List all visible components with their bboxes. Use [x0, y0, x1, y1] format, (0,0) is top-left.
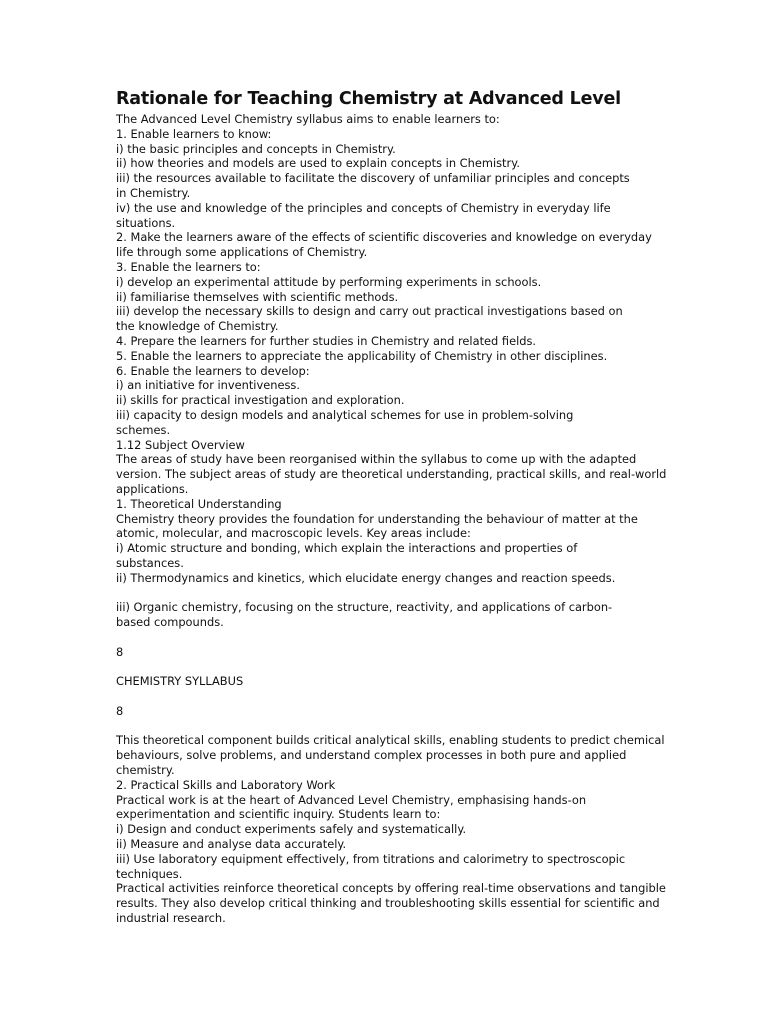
text-line: industrial research. — [116, 911, 226, 926]
text-line: applications. — [116, 481, 189, 496]
document-page — [116, 88, 667, 926]
text-line: situations. — [116, 215, 176, 230]
text-line: life through some applications of Chemistry. — [116, 245, 368, 260]
text-line: 3. Enable the learners to: — [116, 259, 261, 274]
text-line: i) an initiative for inventiveness. — [116, 378, 300, 393]
blank-line — [116, 586, 636, 601]
text-line: iii) develop the necessary skills to design and carry out practical investigations based on — [116, 304, 623, 319]
text-line: based compounds. — [116, 615, 224, 630]
text-line: substances. — [116, 555, 184, 570]
text-line: ii) how theories and models are used to explain concepts in Chemistry. — [116, 156, 520, 171]
text-line: Chemistry theory provides the foundation for understanding the behaviour of matter at the — [116, 511, 638, 526]
text-line: 6. Enable the learners to develop: — [116, 363, 310, 378]
text-line: results. They also develop critical thinking and troubleshooting skills essential for scientific and — [116, 896, 660, 911]
text-line: iii) Organic chemistry, focusing on the structure, reactivity, and applications of carbon- — [116, 600, 613, 615]
blank-line — [116, 630, 636, 645]
text-line: The areas of study have been reorganised within the syllabus to come up with the adapted — [116, 452, 637, 467]
blank-line — [116, 689, 636, 704]
text-line: The Advanced Level Chemistry syllabus aims to enable learners to: — [116, 112, 500, 126]
text-line: the knowledge of Chemistry. — [116, 319, 279, 334]
text-line: i) develop an experimental attitude by performing experiments in schools. — [116, 274, 542, 289]
text-line: ii) Measure and analyse data accurately. — [116, 837, 347, 852]
text-line: chemistry. — [116, 763, 175, 778]
text-line: iii) capacity to design models and analytical schemes for use in problem-solving — [116, 407, 574, 422]
text-line: ii) Thermodynamics and kinetics, which elucidate energy changes and reaction speeds. — [116, 570, 616, 585]
text-line: i) Atomic structure and bonding, which explain the interactions and properties of — [116, 541, 578, 556]
text-line: iii) the resources available to facilitate the discovery of unfamiliar principles and concepts — [116, 171, 630, 186]
text-line: ii) skills for practical investigation and exploration. — [116, 393, 405, 408]
text-line: version. The subject areas of study are theoretical understanding, practical skills, and real-world — [116, 467, 667, 482]
text-line: techniques. — [116, 866, 183, 881]
blank-line — [116, 719, 636, 734]
text-line: 1. Enable learners to know: — [116, 126, 272, 141]
document-body — [116, 112, 667, 926]
text-line: 2. Practical Skills and Laboratory Work — [116, 777, 336, 792]
text-line: i) Design and conduct experiments safely and systematically. — [116, 822, 467, 837]
text-line: ii) familiarise themselves with scientific methods. — [116, 289, 399, 304]
text-line: behaviours, solve problems, and understand complex processes in both pure and applied — [116, 748, 627, 763]
text-line: CHEMISTRY SYLLABUS — [116, 674, 244, 689]
text-line: in Chemistry. — [116, 185, 191, 200]
text-line: 1. Theoretical Understanding — [116, 496, 282, 511]
text-line: experimentation and scientific inquiry. Students learn to: — [116, 807, 441, 822]
text-line: Practical work is at the heart of Advanced Level Chemistry, emphasising hands-on — [116, 792, 587, 807]
text-line: 8 — [116, 703, 124, 718]
text-line: Practical activities reinforce theoretical concepts by offering real-time observations and tangible — [116, 881, 666, 896]
text-line: 2. Make the learners aware of the effects of scientific discoveries and knowledge on everyday — [116, 230, 652, 245]
text-line: 8 — [116, 644, 124, 659]
text-line: schemes. — [116, 422, 171, 437]
text-line: i) the basic principles and concepts in Chemistry. — [116, 141, 396, 156]
blank-line — [116, 659, 636, 674]
text-line: iii) Use laboratory equipment effectively, from titrations and calorimetry to spectroscopic — [116, 851, 626, 866]
text-line: 1.12 Subject Overview — [116, 437, 245, 452]
text-line: 5. Enable the learners to appreciate the applicability of Chemistry in other disciplines. — [116, 348, 608, 363]
text-line: This theoretical component builds critical analytical skills, enabling students to predict chemical — [116, 733, 665, 748]
document-title: Rationale for Teaching Chemistry at Advanced Level — [116, 89, 621, 109]
text-line: atomic, molecular, and macroscopic levels. Key areas include: — [116, 526, 471, 541]
text-line: iv) the use and knowledge of the principles and concepts of Chemistry in everyday life — [116, 200, 611, 215]
text-line: 4. Prepare the learners for further studies in Chemistry and related fields. — [116, 333, 537, 348]
